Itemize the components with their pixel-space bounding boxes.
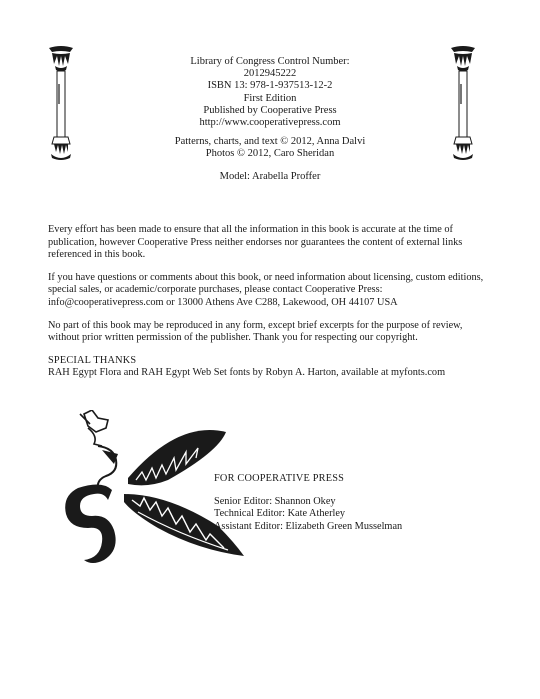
special-thanks-text: RAH Egypt Flora and RAH Egypt Web Set fonts by Robyn A. Harton, available at myfonts.com <box>48 367 446 379</box>
loc-number: 2012945222 <box>243 68 297 80</box>
disclaimer-paragraph: Every effort has been made to ensure that all the information in this book is accurate at the time of publication, however Cooperative Press neither endorses nor guarantees the content of external links referenced in this book. <box>48 224 463 261</box>
lotus-column-icon-left <box>46 44 76 162</box>
assistant-editor: Assistant Editor: Elizabeth Green Musselman <box>214 520 403 532</box>
loc-label: Library of Congress Control Number: <box>190 56 350 67</box>
isbn: ISBN 13: 978-1-937513-12-2 <box>207 80 333 92</box>
contact-paragraph: If you have questions or comments about this book, or need information about licensing, custom editions, special sales, or academic/corporate purchases, please contact Cooperative Press: info@cooperativepress.com or 13000 Athens Ave C288, Lakewood, OH 44107 USA <box>48 271 484 308</box>
photo-credit: Photos © 2012, Caro Sheridan <box>205 148 335 160</box>
publisher: Published by Cooperative Press <box>203 104 337 116</box>
model-credit: Model: Arabella Proffer <box>219 170 321 182</box>
text-credit: Patterns, charts, and text © 2012, Anna Dalvi <box>174 136 366 148</box>
senior-editor: Senior Editor: Shannon Okey <box>214 496 336 508</box>
press-credits <box>214 473 494 533</box>
lotus-column-icon-right <box>448 44 478 162</box>
publisher-url: http://www.cooperativepress.com <box>199 117 341 129</box>
publication-info <box>120 56 420 183</box>
edition: First Edition <box>243 92 297 104</box>
special-thanks-heading: SPECIAL THANKS <box>48 354 137 366</box>
rights-paragraph: No part of this book may be reproduced in any form, except brief excerpts for the purpose of review, without prior written permission of the publisher. Thank you for respecting our copyright. <box>48 319 463 344</box>
legal-text <box>48 224 494 380</box>
press-heading: FOR COOPERATIVE PRESS <box>214 473 345 484</box>
technical-editor: Technical Editor: Kate Atherley <box>214 508 346 520</box>
